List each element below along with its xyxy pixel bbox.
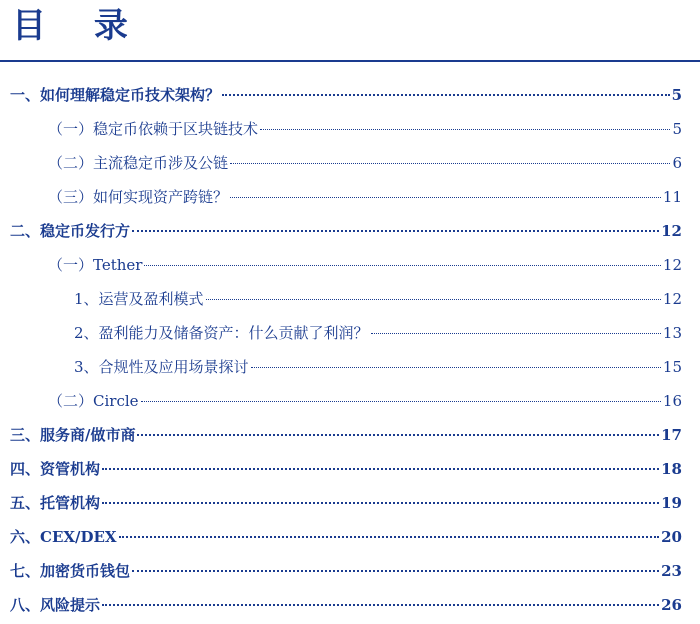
toc-page-number: 18 [661,460,682,478]
toc-entry-1-3[interactable] [48,184,682,210]
toc-leader-dots [132,570,659,572]
toc-entry-7[interactable] [10,558,682,584]
toc-entry-text: 1、运营及盈利模式 [74,290,204,308]
toc-entry-text: 七、加密货币钱包 [10,562,131,580]
toc-entry-text: 八、风险提示 [10,596,101,614]
toc-page-number: 20 [661,528,682,546]
toc-entry-text: 3、合规性及应用场景探讨 [74,358,249,376]
toc-entry-text: （一）稳定币依赖于区块链技术 [48,120,259,138]
toc-leader-dots [144,265,660,266]
toc-entry-6[interactable] [10,524,682,550]
toc-entry-2-2[interactable] [48,388,682,414]
title-divider [0,60,700,62]
toc-page-number: 19 [661,494,682,512]
toc-entry-2-1-1[interactable] [74,286,682,312]
toc-leader-dots [132,230,659,232]
toc-entry-2-1[interactable] [48,252,682,278]
toc-entry-text: 五、托管机构 [10,494,101,512]
toc-page-number: 17 [661,426,682,444]
toc-entry-3[interactable] [10,422,682,448]
toc-leader-dots [260,129,670,130]
toc-entry-5[interactable] [10,490,682,516]
toc-leader-dots [141,401,661,402]
toc-page-number: 15 [662,358,682,376]
toc-page-number: 13 [662,324,682,342]
toc-entry-text: 2、盈利能力及储备资产：什么贡献了利润？ [74,324,369,342]
toc-entry-1[interactable] [10,82,682,108]
toc-leader-dots [137,434,659,436]
toc-leader-dots [230,197,661,198]
toc-leader-dots [102,604,659,606]
toc-page-number: 11 [662,188,682,206]
toc-leader-dots [102,468,659,470]
toc-page-number: 16 [662,392,682,410]
toc-leader-dots [206,299,661,300]
toc-leader-dots [119,536,660,538]
page-title: 目 录 [12,6,146,46]
toc-page-number: 6 [672,154,682,172]
toc-entry-2-1-2[interactable] [74,320,682,346]
toc-entry-text: （一）Tether [48,256,143,274]
toc-entry-text: 四、资管机构 [10,460,101,478]
toc-leader-dots [222,94,670,96]
toc-entry-text: 三、服务商/做市商 [10,426,136,444]
toc-page-number: 26 [661,596,682,614]
toc-entry-text: 六、CEX/DEX [10,528,117,546]
toc-leader-dots [230,163,670,164]
toc-page-number: 12 [661,222,682,240]
toc-entry-text: （三）如何实现资产跨链？ [48,188,229,206]
toc-page-number: 5 [672,120,682,138]
toc-entry-8[interactable] [10,592,682,618]
toc-entry-2[interactable] [10,218,682,244]
toc-page-number: 12 [662,256,682,274]
toc-entry-text: 二、稳定币发行方 [10,222,131,240]
toc-entry-1-1[interactable] [48,116,682,142]
toc-entry-2-1-3[interactable] [74,354,682,380]
toc-page-number: 12 [662,290,682,308]
toc-entry-4[interactable] [10,456,682,482]
toc-entry-text: （二）Circle [48,392,139,410]
toc-leader-dots [371,333,661,334]
toc-page-number: 5 [671,86,682,104]
toc-leader-dots [251,367,661,368]
toc-page-number: 23 [661,562,682,580]
toc-entry-text: 一、如何理解稳定币技术架构？ [10,86,221,104]
toc-leader-dots [102,502,659,504]
toc-entry-text: （二）主流稳定币涉及公链 [48,154,229,172]
toc-entry-1-2[interactable] [48,150,682,176]
